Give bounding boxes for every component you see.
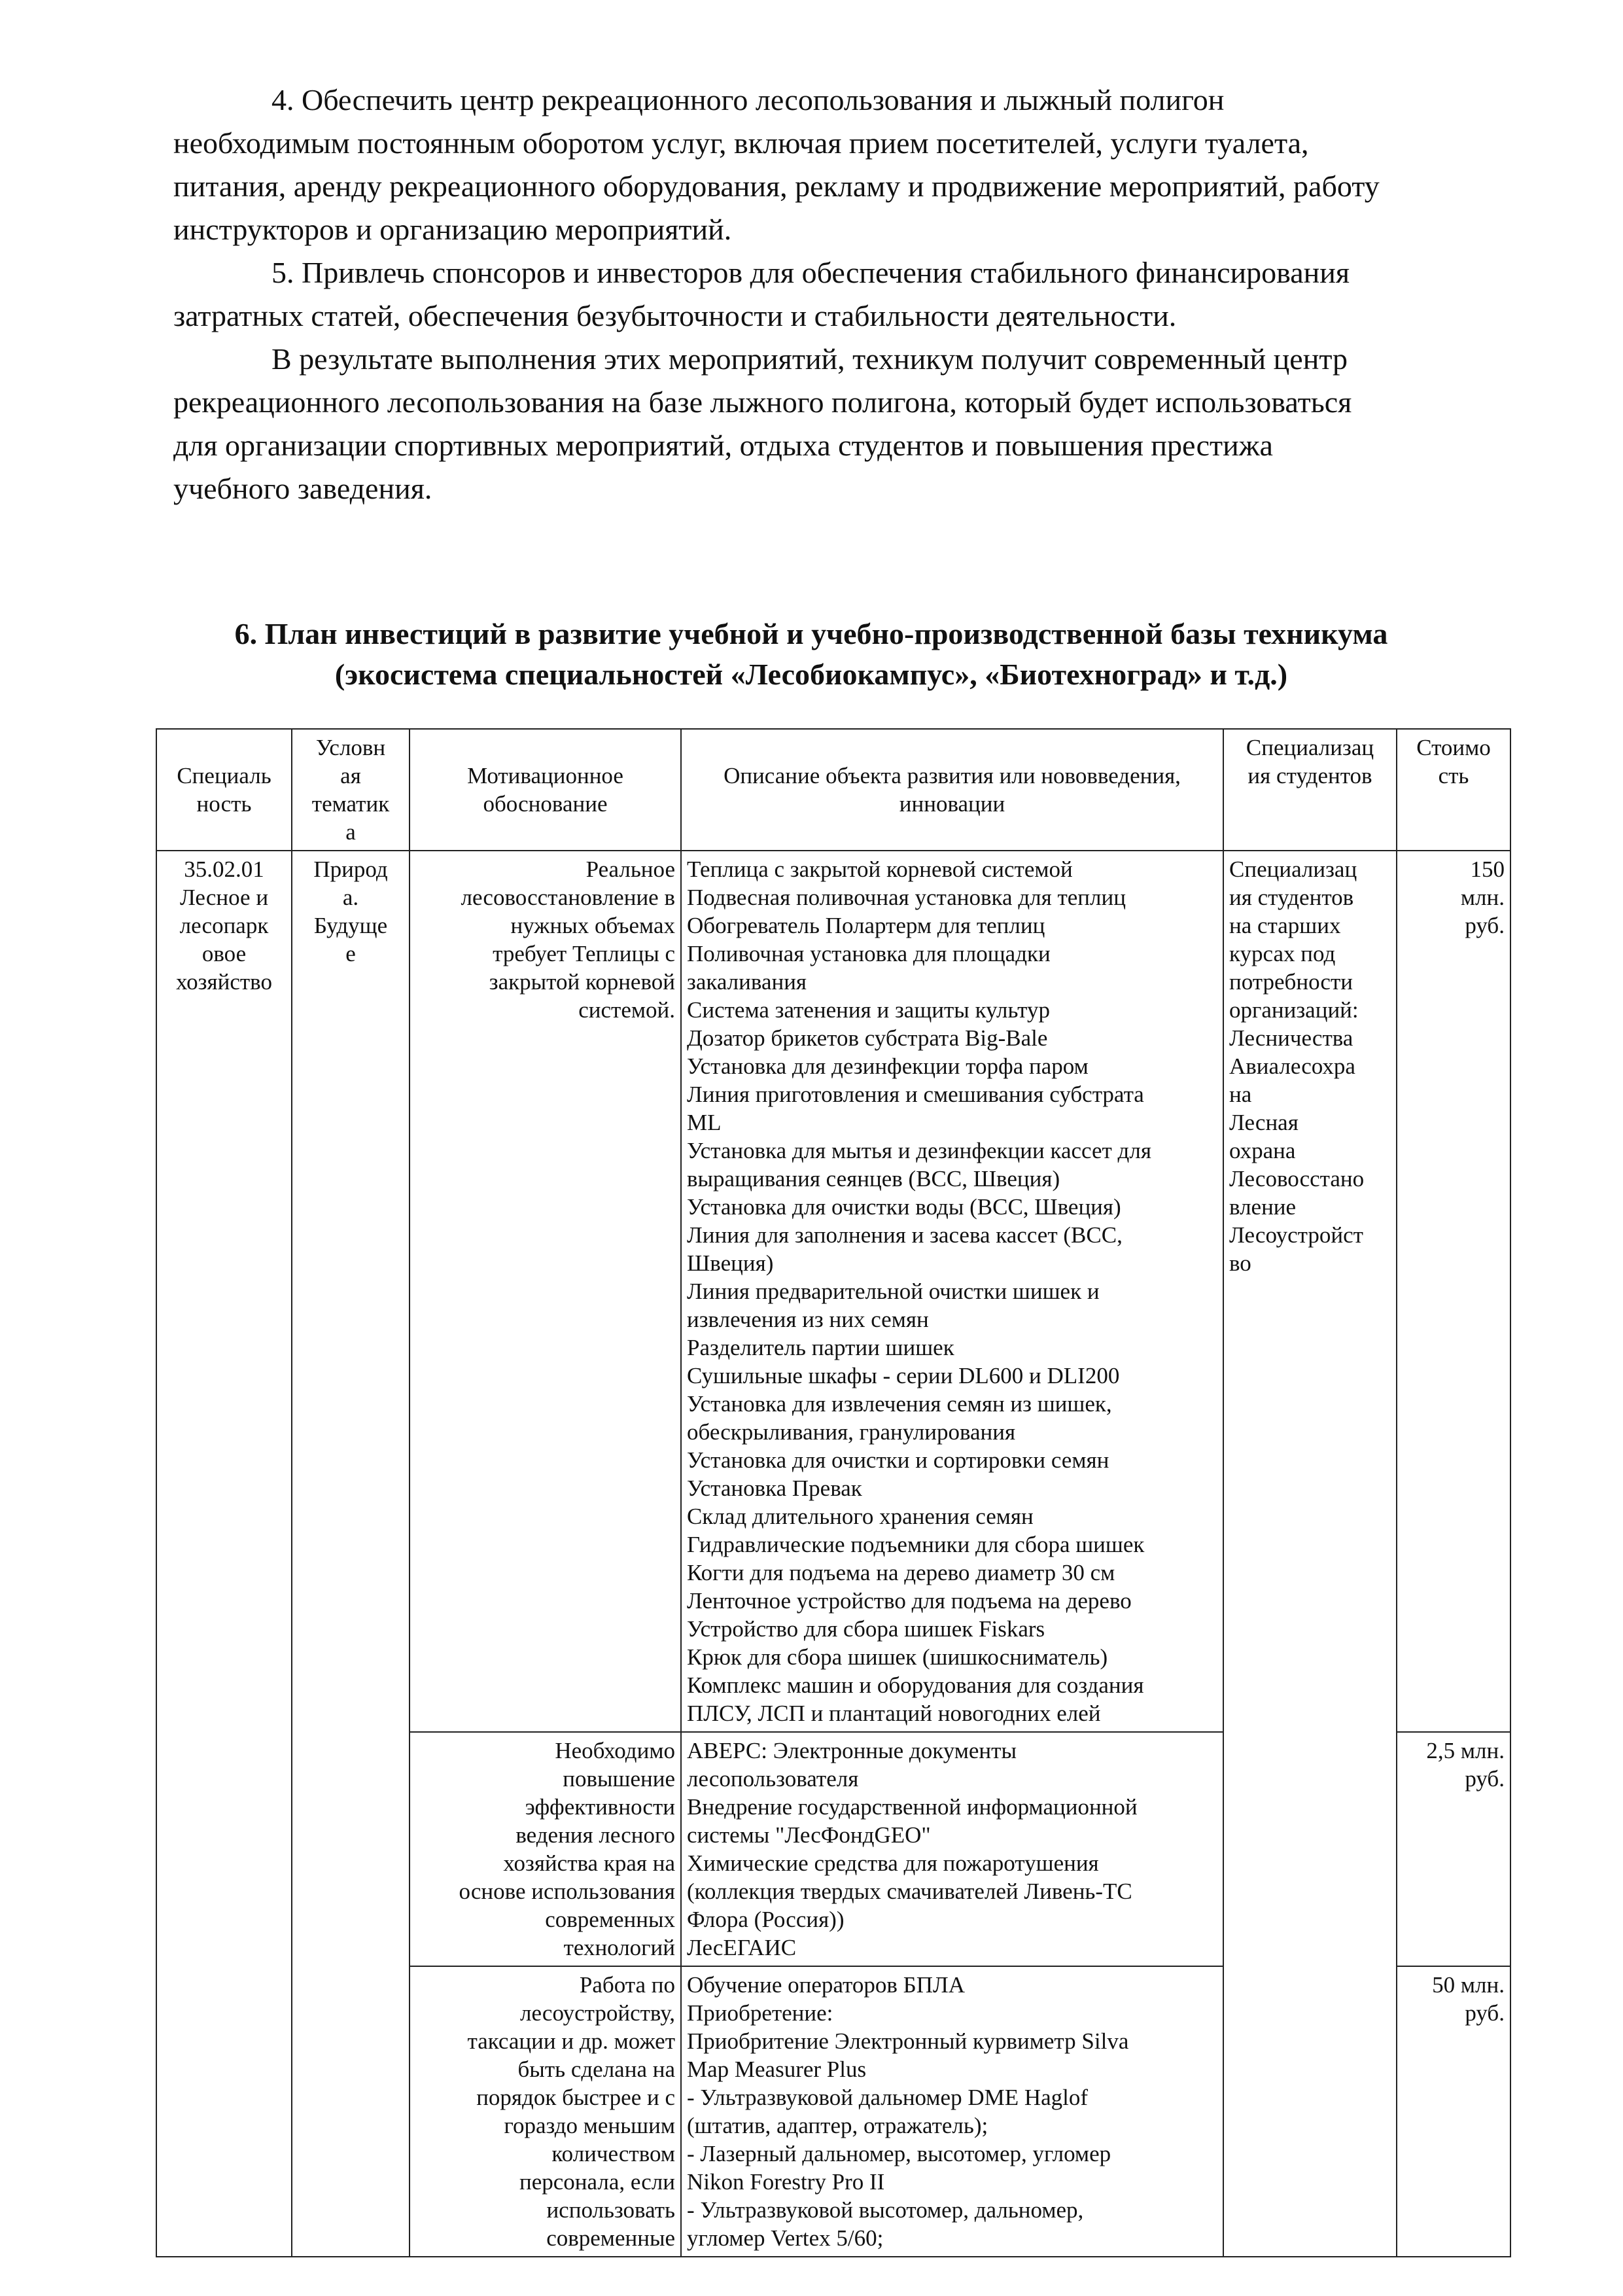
table-row — [156, 851, 1510, 1732]
header-specialty — [156, 729, 292, 851]
cell-line: Стоимо — [1416, 735, 1491, 760]
paragraph-line: необходимым постоянным оборотом услуг, включая прием посетителей, услуги туалета, — [173, 126, 1309, 160]
cell-line: (коллекция твердых смачивателей Ливень-ТС — [687, 1879, 1132, 1904]
cell-line: персонала, если — [519, 2169, 675, 2195]
cell-line: Подвесная поливочная установка для теплиц — [687, 885, 1126, 910]
header-theme — [292, 729, 410, 851]
paragraph-line: учебного заведения. — [173, 472, 432, 505]
cell-line: Условн — [315, 735, 386, 760]
paragraph-line: инструкторов и организацию мероприятий. — [173, 213, 732, 246]
cell-line: системой. — [578, 997, 675, 1023]
cell-line: Линия предварительной очистки шишек и — [687, 1279, 1100, 1304]
cell-line: ML — [687, 1110, 722, 1135]
cell-line: Установка Превак — [687, 1475, 862, 1501]
cell-line: Специализац — [1246, 735, 1374, 760]
header-motivation — [410, 729, 681, 851]
cell-line: охрана — [1229, 1138, 1296, 1163]
cell-line: быть сделана на — [517, 2057, 675, 2082]
cell-line: Система затенения и защиты культур — [687, 997, 1050, 1023]
cell-line: Установка для дезинфекции торфа паром — [687, 1053, 1089, 1079]
cell-line: технологий — [563, 1935, 675, 1960]
cell-line: Обогреватель Полартерм для теплиц — [687, 913, 1045, 938]
paragraph-line: 5. Привлечь спонсоров и инвесторов для обеспечения стабильного финансирования — [271, 256, 1350, 289]
cell-line: Сушильные шкафы - серии DL600 и DLI200 — [687, 1363, 1120, 1388]
paragraph-line: питания, аренду рекреационного оборудования, рекламу и продвижение мероприятий, работу — [173, 169, 1380, 203]
cell-line: порядок быстрее и с — [476, 2085, 675, 2110]
cell-line: ЛесЕГАИС — [687, 1935, 797, 1960]
cell-line: нужных объемах — [510, 913, 675, 938]
cell-line: системы "ЛесФондGEO" — [687, 1822, 931, 1848]
cost-cell — [1397, 851, 1510, 1732]
cell-line: Комплекс машин и оборудования для создания — [687, 1672, 1144, 1698]
cell-line: таксации и др. может — [467, 2028, 675, 2054]
cell-line: Теплица с закрытой корневой системой — [687, 857, 1073, 882]
cell-line: извлечения из них семян — [687, 1307, 929, 1332]
cell-line: использовать — [546, 2197, 675, 2223]
cell-line: ия студентов — [1229, 885, 1354, 910]
cost-cell — [1397, 1966, 1510, 2257]
cell-line: инновации — [899, 791, 1005, 817]
paragraph-line: рекреационного лесопользования на базе лыжного полигона, который будет использоваться — [173, 385, 1352, 419]
cost-cell — [1397, 1732, 1510, 1966]
cell-line: Мотивационное — [467, 763, 623, 788]
cell-line: а. — [342, 885, 359, 910]
cell-line: Поливочная установка для площадки — [687, 941, 1051, 966]
cell-line: ведения лесного — [515, 1822, 675, 1848]
cell-line: ПЛСУ, ЛСП и плантаций новогодних елей — [687, 1701, 1101, 1726]
cell-line: угломер Vertex 5/60; — [687, 2225, 884, 2251]
cell-line: выращивания сеянцев (BCC, Швеция) — [687, 1166, 1060, 1192]
header-description — [681, 729, 1223, 851]
cell-line: Авиалесохра — [1229, 1053, 1355, 1079]
cell-line: Nikon Forestry Pro II — [687, 2169, 885, 2195]
section-heading-line-2: (экосистема специальностей «Лесобиокампус», «Биотехноград» и т.д.) — [334, 658, 1288, 691]
cell-line: Лесное и — [179, 885, 269, 910]
cell-line: современные — [546, 2225, 675, 2251]
cell-line: ия студентов — [1248, 763, 1372, 788]
cell-line: курсах под — [1229, 941, 1336, 966]
cell-line: закрытой корневой — [489, 969, 675, 995]
paragraph-line: затратных статей, обеспечения безубыточности и стабильности деятельности. — [173, 299, 1177, 332]
cell-line: ая — [340, 763, 361, 788]
cell-line: количеством — [551, 2141, 675, 2166]
cell-line: Линия приготовления и смешивания субстрата — [687, 1082, 1144, 1107]
cell-line: руб. — [1465, 913, 1505, 938]
cell-line: Обучение операторов БПЛА — [687, 1972, 966, 1998]
cell-line: Установка для очистки воды (BCC, Швеция) — [687, 1194, 1121, 1220]
cell-line: Природ — [313, 857, 388, 882]
cell-line: эффективности — [525, 1794, 675, 1820]
table-header-row — [156, 729, 1510, 851]
paragraph-result — [173, 338, 1508, 510]
cell-line: хозяйства края на — [503, 1850, 675, 1876]
cell-line: е — [345, 941, 356, 966]
cell-line: на старших — [1229, 913, 1341, 938]
cell-line: Установка для очистки и сортировки семян — [687, 1447, 1109, 1473]
section-heading — [131, 614, 1492, 695]
paragraph-4 — [173, 79, 1508, 251]
paragraph-line: 4. Обеспечить центр рекреационного лесопользования и лыжный полигон — [271, 83, 1225, 116]
cell-line: 150 — [1470, 857, 1505, 882]
cell-line: современных — [545, 1907, 675, 1932]
cell-line: лесоустройству, — [520, 2000, 675, 2026]
header-specialization — [1223, 729, 1397, 851]
cell-line: Когти для подъема на дерево диаметр 30 см — [687, 1560, 1115, 1585]
cell-line: Реальное — [585, 857, 675, 882]
cell-line: ность — [196, 791, 252, 817]
cell-line: Линия для заполнения и засева кассет (BCC, — [687, 1222, 1123, 1248]
paragraph-line: для организации спортивных мероприятий, отдыха студентов и повышения престижа — [173, 429, 1273, 462]
cell-line: Описание объекта развития или нововведения, — [724, 763, 1181, 788]
cell-line: гораздо меньшим — [504, 2113, 675, 2138]
investment-plan-table — [156, 728, 1511, 2257]
cell-line: Флора (Россия)) — [687, 1907, 845, 1932]
cell-line: повышение — [563, 1766, 675, 1792]
cell-line: обескрыливания, гранулирования — [687, 1419, 1016, 1445]
cell-line: Map Measurer Plus — [687, 2057, 867, 2082]
cell-line: Установка для мытья и дезинфекции кассет для — [687, 1138, 1151, 1163]
cell-line: лесопользователя — [687, 1766, 859, 1792]
paragraph-5 — [173, 251, 1508, 338]
paragraph-line: В результате выполнения этих мероприятий, техникум получит современный центр — [271, 342, 1348, 376]
cell-line: руб. — [1465, 2000, 1505, 2026]
cell-line: Необходимо — [555, 1738, 675, 1763]
header-cost — [1397, 729, 1510, 851]
cell-line: Разделитель партии шишек — [687, 1335, 954, 1360]
cell-line: овое — [201, 941, 247, 966]
specialization-cell — [1223, 851, 1397, 2257]
cell-line: Установка для извлечения семян из шишек, — [687, 1391, 1112, 1417]
cell-line: основе использования — [459, 1879, 675, 1904]
cell-line: Будуще — [313, 913, 388, 938]
cell-line: потребности — [1229, 969, 1353, 995]
cell-line: АВЕРС: Электронные документы — [687, 1738, 1017, 1763]
cell-line: хозяйство — [176, 969, 272, 995]
cell-line: Внедрение государственной информационной — [687, 1794, 1138, 1820]
cell-line: Склад длительного хранения семян — [687, 1504, 1034, 1529]
cell-line: лесопарк — [179, 913, 269, 938]
cell-line: (штатив, адаптер, отражатель); — [687, 2113, 988, 2138]
cell-line: лесовосстановление в — [461, 885, 675, 910]
cell-line: 35.02.01 — [184, 857, 264, 882]
cell-line: требует Теплицы с — [493, 941, 675, 966]
cell-line: руб. — [1465, 1766, 1505, 1792]
description-cell — [681, 851, 1223, 1732]
cell-line: Специализац — [1229, 857, 1357, 882]
cell-line: - Ультразвуковой дальномер DME Haglof — [687, 2085, 1089, 2110]
description-cell — [681, 1966, 1223, 2257]
cell-line: - Ультразвуковой высотомер, дальномер, — [687, 2197, 1084, 2223]
cell-line: Устройство для сбора шишек Fiskars — [687, 1616, 1045, 1642]
cell-line: тематик — [311, 791, 390, 817]
cell-line: сть — [1438, 763, 1469, 788]
cell-line: Ленточное устройство для подъема на дерево — [687, 1588, 1132, 1614]
cell-line: закаливания — [687, 969, 807, 995]
cell-line: - Лазерный дальномер, высотомер, угломер — [687, 2141, 1111, 2166]
cell-line: Работа по — [579, 1972, 675, 1998]
cell-line: Приобритение Электронный курвиметр Silva — [687, 2028, 1129, 2054]
motivation-cell — [410, 1732, 681, 1966]
cell-line: Лесоустройст — [1229, 1222, 1363, 1248]
cell-line: Приобретение: — [687, 2000, 833, 2026]
theme-cell — [292, 851, 410, 2257]
cell-line: во — [1229, 1250, 1251, 1276]
cell-line: 50 млн. — [1432, 1972, 1505, 1998]
cell-line: Крюк для сбора шишек (шишкосниматель) — [687, 1644, 1108, 1670]
cell-line: вление — [1229, 1194, 1297, 1220]
cell-line: Лесная — [1229, 1110, 1299, 1135]
motivation-cell — [410, 851, 681, 1732]
cell-line: 2,5 млн. — [1426, 1738, 1505, 1763]
cell-line: Гидравлические подъемники для сбора шишек — [687, 1532, 1145, 1557]
cell-line: Швеция) — [687, 1250, 774, 1276]
motivation-cell — [410, 1966, 681, 2257]
cell-line: на — [1229, 1082, 1252, 1107]
cell-line: Дозатор брикетов субстрата Big-Bale — [687, 1025, 1048, 1051]
cell-line: Химические средства для пожаротушения — [687, 1850, 1099, 1876]
cell-line: Лесничества — [1229, 1025, 1353, 1051]
description-cell — [681, 1732, 1223, 1966]
cell-line: Лесовосстано — [1229, 1166, 1365, 1192]
cell-line: млн. — [1460, 885, 1505, 910]
specialty-cell — [156, 851, 292, 2257]
cell-line: обоснование — [483, 791, 608, 817]
section-heading-line-1: 6. План инвестиций в развитие учебной и учебно-производственной базы техникума — [234, 617, 1388, 650]
cell-line: Специаль — [177, 763, 271, 788]
cell-line: а — [345, 819, 356, 845]
cell-line: организаций: — [1229, 997, 1359, 1023]
